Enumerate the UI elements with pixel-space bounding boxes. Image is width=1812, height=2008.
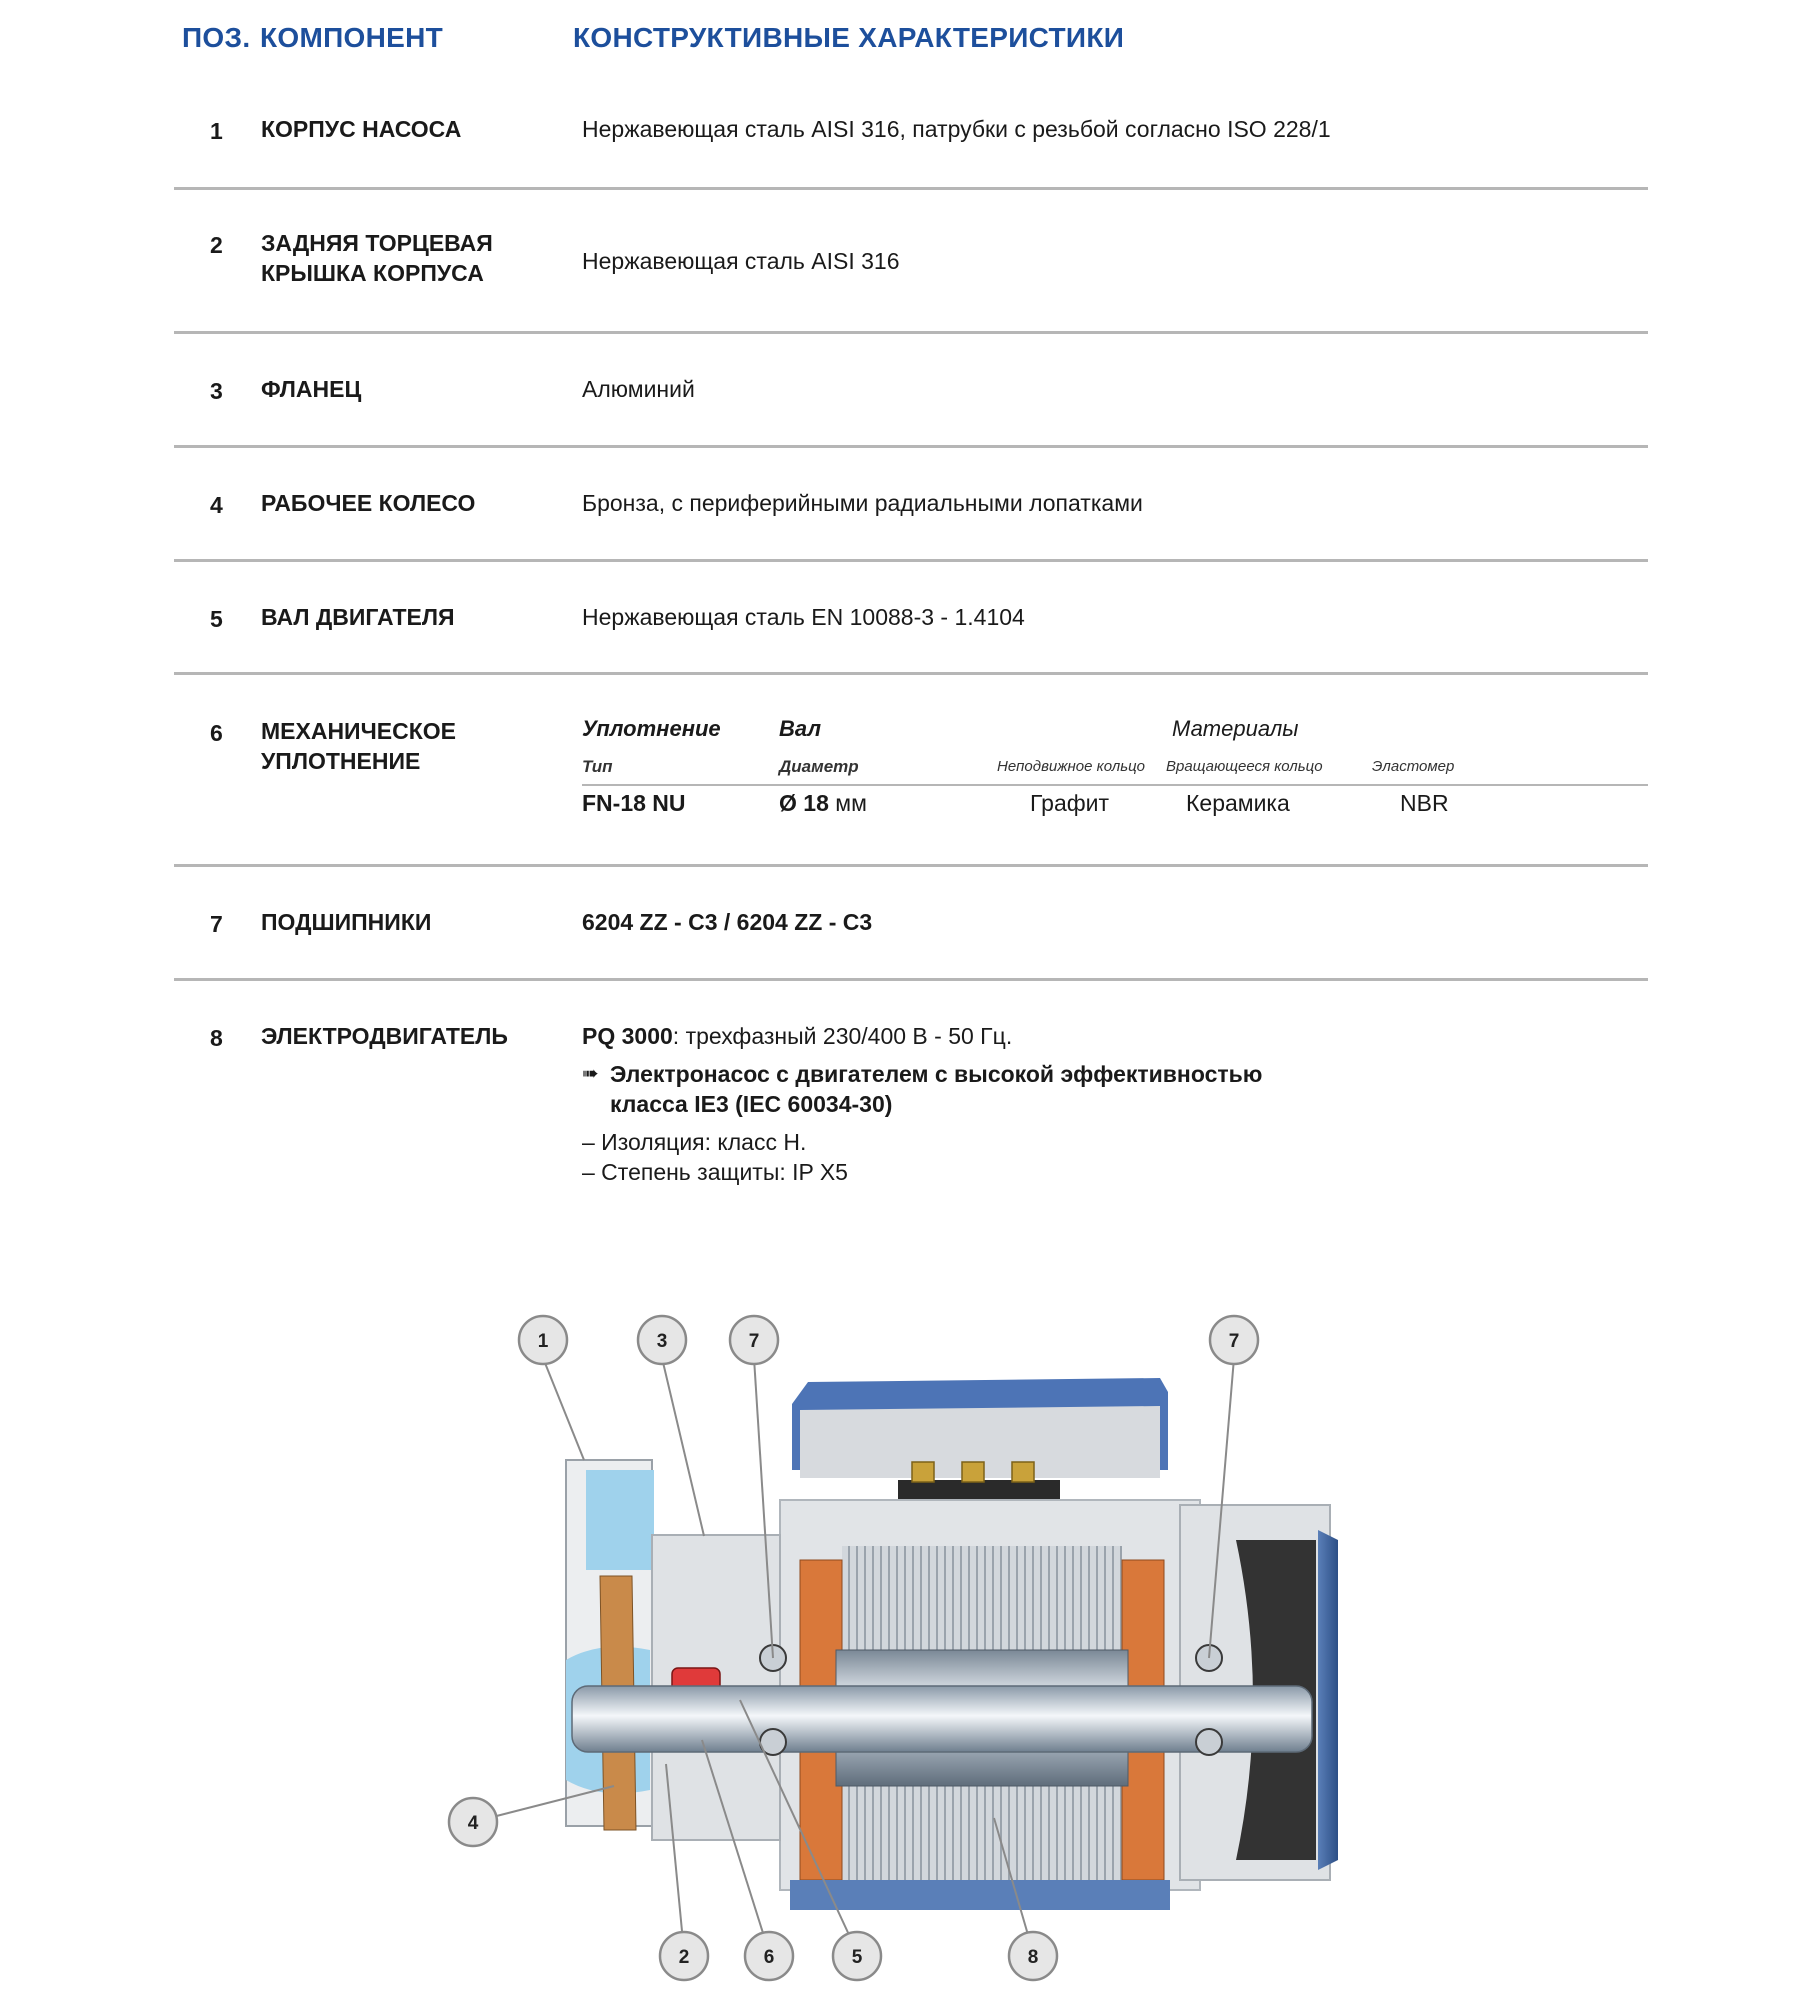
row-number: 2 <box>210 232 223 258</box>
component-desc: Алюминий <box>582 376 695 402</box>
seal-diameter-value: Ø 18 <box>779 790 829 816</box>
motor-model: PQ 3000 <box>582 1023 673 1049</box>
component-name-line: КРЫШКА КОРПУСА <box>261 260 484 286</box>
pump-head <box>566 1460 780 1840</box>
svg-text:2: 2 <box>678 1947 690 1968</box>
component-name: ВАЛ ДВИГАТЕЛЯ <box>261 604 455 630</box>
callout-4 <box>449 1798 497 1846</box>
seal-type: FN-18 NU <box>582 790 686 816</box>
component-name: ФЛАНЕЦ <box>261 376 362 402</box>
row-number: 7 <box>210 911 223 937</box>
header-pos: ПОЗ. <box>182 22 251 53</box>
component-name-line: МЕХАНИЧЕСКОЕ <box>261 718 456 744</box>
component-name: РАБОЧЕЕ КОЛЕСО <box>261 490 476 516</box>
callout-7-left <box>730 1316 778 1364</box>
row-number: 5 <box>210 606 223 632</box>
svg-text:5: 5 <box>851 1947 863 1968</box>
motor-efficiency-line: Электронасос с двигателем с высокой эффективностью <box>610 1061 1263 1087</box>
component-name: ЭЛЕКТРОДВИГАТЕЛЬ <box>261 1023 508 1049</box>
callout-3 <box>638 1316 686 1364</box>
component-desc: Нержавеющая сталь AISI 316, патрубки с резьбой согласно ISO 228/1 <box>582 116 1331 142</box>
component-name-line: ЗАДНЯЯ ТОРЦЕВАЯ <box>261 230 493 256</box>
seal-col-seal: Уплотнение <box>582 716 721 741</box>
callout-2 <box>660 1932 708 1980</box>
svg-text:4: 4 <box>467 1813 479 1834</box>
callout-8 <box>1009 1932 1057 1980</box>
seal-col-materials: Материалы <box>1172 716 1299 741</box>
seal-rotating: Керамика <box>1186 790 1290 816</box>
component-desc: Бронза, с периферийными радиальными лопатками <box>582 490 1143 516</box>
seal-elastomer: NBR <box>1400 790 1449 816</box>
header-component: КОМПОНЕНТ <box>260 22 444 53</box>
seal-diameter-unit: мм <box>835 790 867 816</box>
component-name-line: УПЛОТНЕНИЕ <box>261 748 421 774</box>
seal-sub-stationary: Неподвижное кольцо <box>997 758 1146 775</box>
row-number: 1 <box>210 118 223 144</box>
motor-supply: : трехфазный 230/400 В - 50 Гц. <box>672 1023 1013 1049</box>
svg-text:3: 3 <box>656 1331 668 1352</box>
seal-sub-rotating: Вращающееся кольцо <box>1166 758 1323 775</box>
seal-sub-type: Тип <box>582 757 613 776</box>
row-number: 8 <box>210 1025 223 1051</box>
motor-insulation: – Изоляция: класс H. <box>582 1129 807 1155</box>
callout-7-right <box>1210 1316 1258 1364</box>
row-number: 4 <box>210 492 223 518</box>
row-number: 3 <box>210 378 223 404</box>
callout-5 <box>833 1932 881 1980</box>
component-name: ПОДШИПНИКИ <box>261 909 432 935</box>
component-desc: 6204 ZZ - C3 / 6204 ZZ - C3 <box>582 909 873 935</box>
seal-col-shaft: Вал <box>779 716 822 741</box>
row-number: 6 <box>210 720 223 746</box>
motor-protection: – Степень защиты: IP X5 <box>582 1159 848 1185</box>
component-name: КОРПУС НАСОСА <box>261 116 462 142</box>
arrow-icon: ➠ <box>582 1063 599 1085</box>
callout-1 <box>519 1316 567 1364</box>
svg-text:6: 6 <box>763 1947 775 1968</box>
callout-6 <box>745 1932 793 1980</box>
component-desc: Нержавеющая сталь EN 10088-3 - 1.4104 <box>582 604 1025 630</box>
svg-text:8: 8 <box>1027 1947 1039 1968</box>
header-characteristics: КОНСТРУКТИВНЫЕ ХАРАКТЕРИСТИКИ <box>573 22 1125 53</box>
component-desc: Нержавеющая сталь AISI 316 <box>582 248 900 274</box>
svg-text:1: 1 <box>537 1331 549 1352</box>
svg-text:7: 7 <box>748 1331 760 1352</box>
motor-efficiency-line: класса IE3 (IEC 60034-30) <box>610 1091 893 1117</box>
seal-sub-diameter: Диаметр <box>779 757 859 776</box>
svg-text:7: 7 <box>1228 1331 1240 1352</box>
seal-sub-elastomer: Эластомер <box>1372 758 1455 775</box>
seal-stationary: Графит <box>1030 790 1110 816</box>
